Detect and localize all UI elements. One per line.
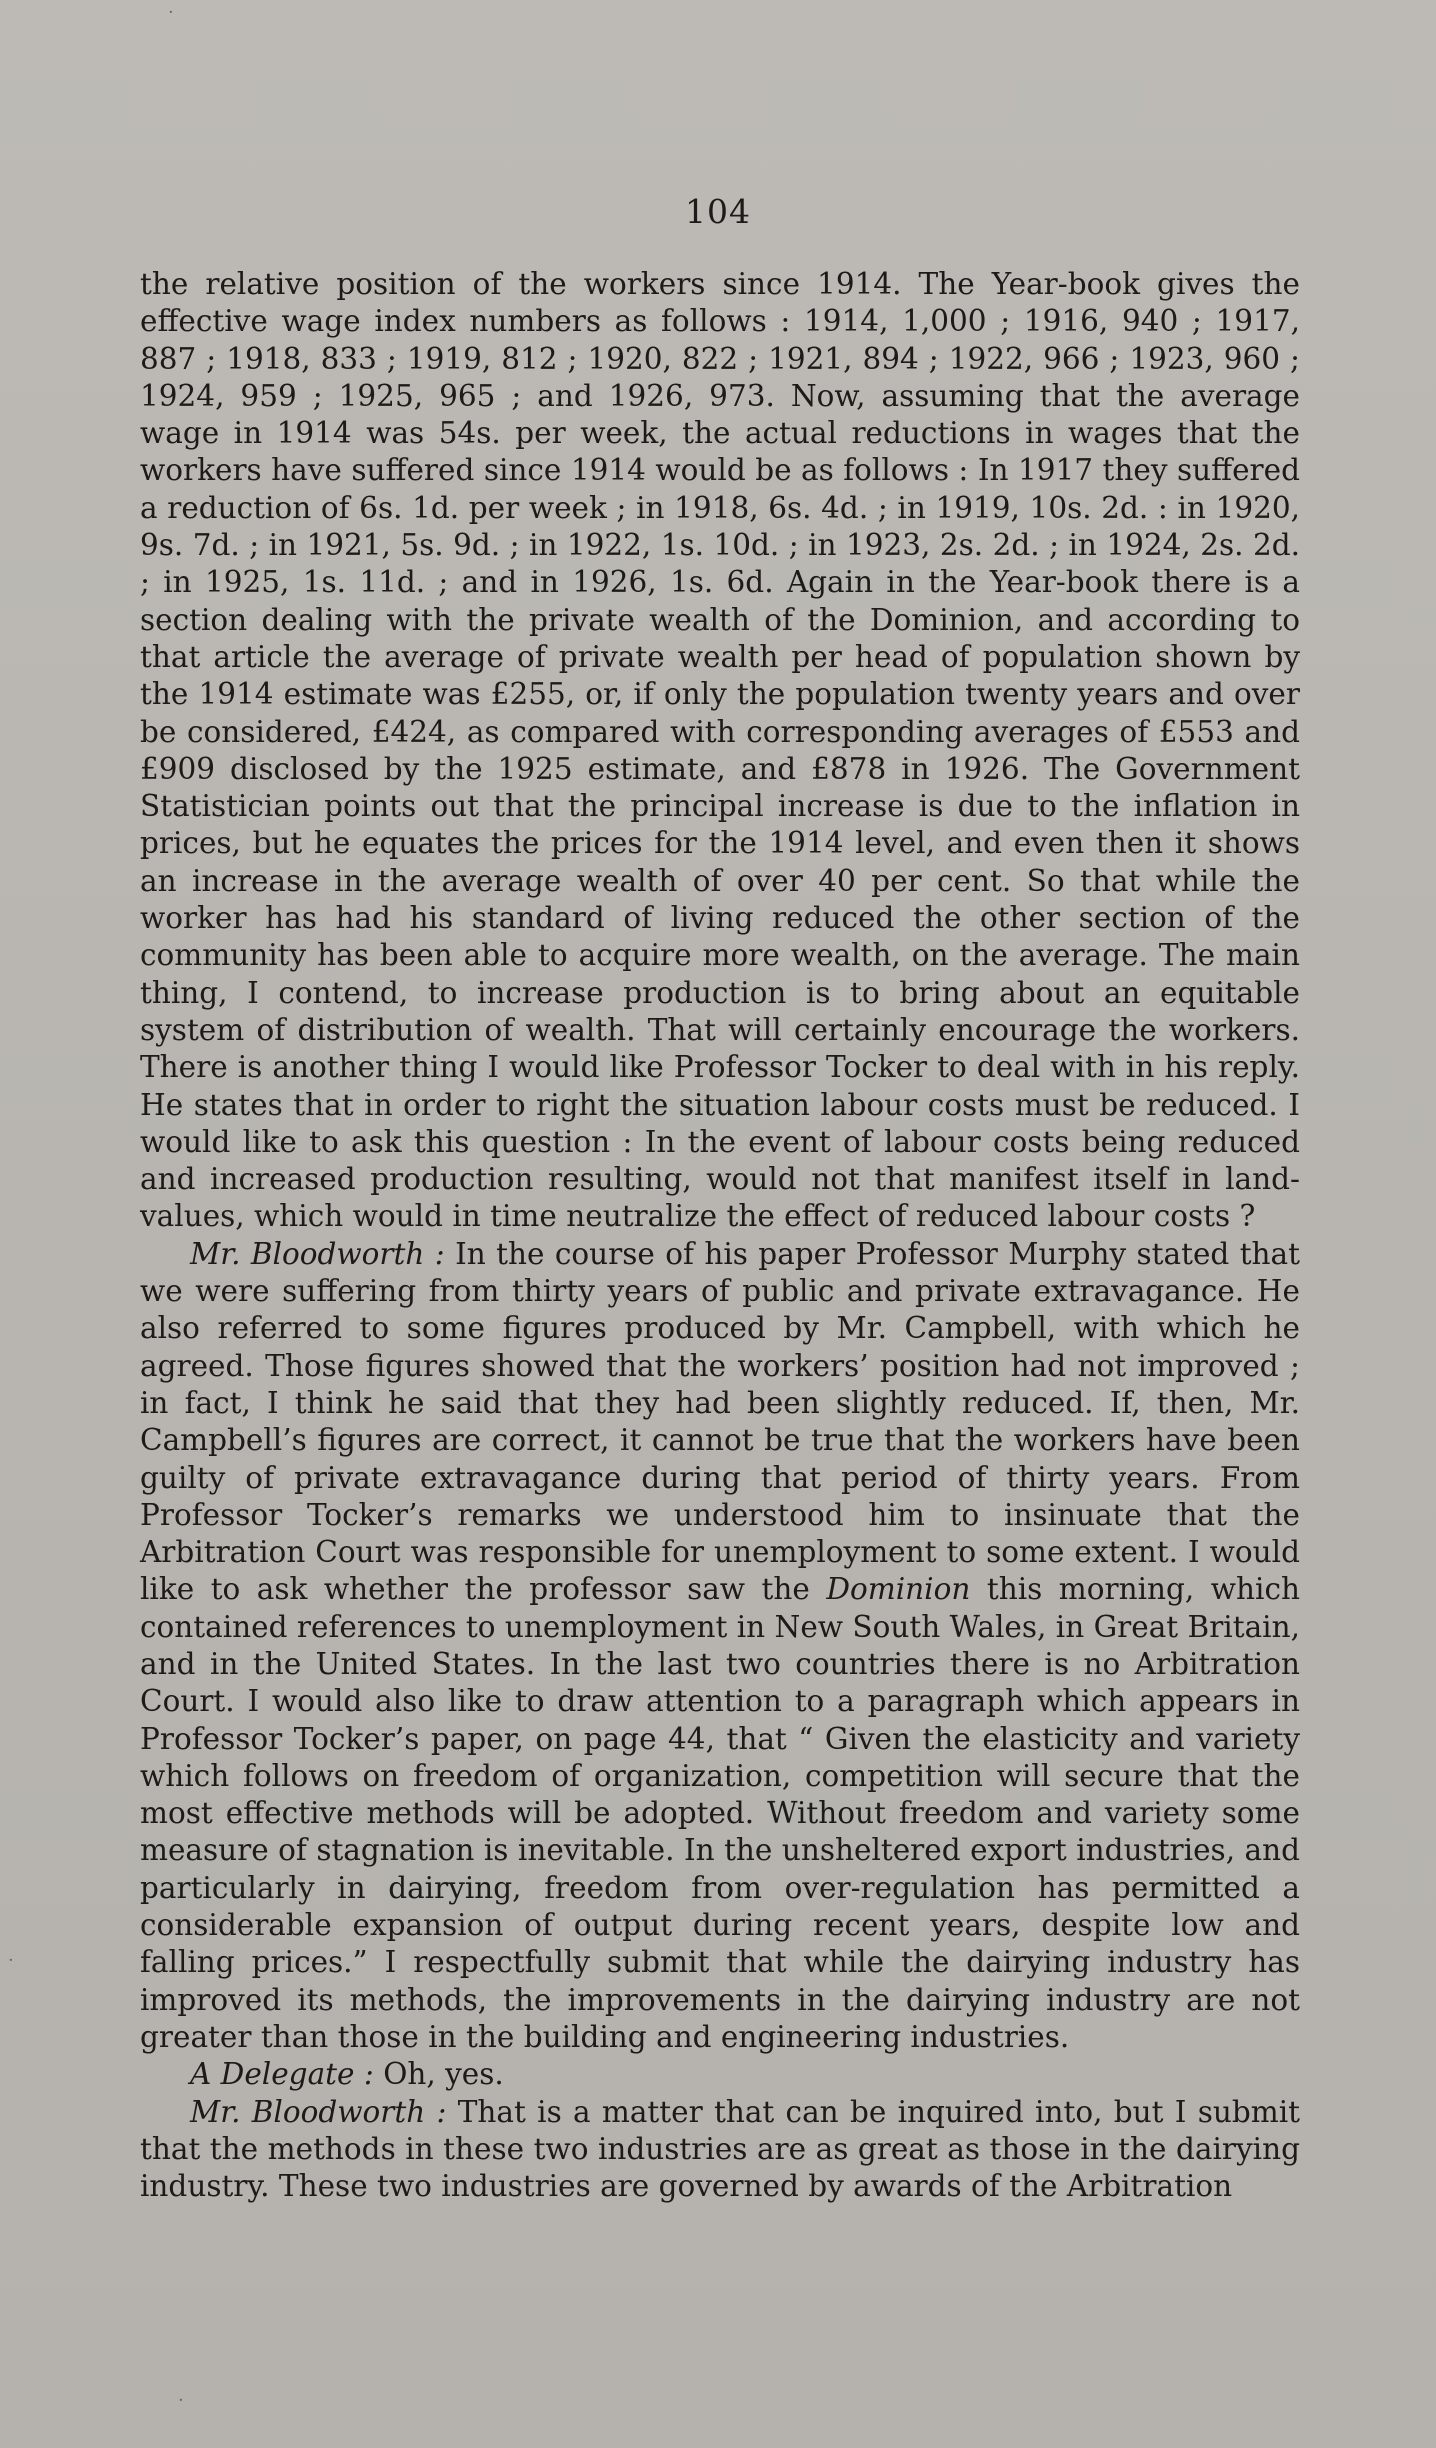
paragraph-3	[140, 2056, 1300, 2093]
paragraph-text: That is a matter that can be inquired into, but I submit that the methods in these two industries are as great as those in the dairying industry. These two industries are governed by awards of the Arbitration	[140, 2094, 1300, 2204]
italic-title: Dominion	[826, 1572, 971, 1607]
paragraph-text-continued: this morning, which contained references to unemployment in New South Wales, in Great Britain, and in the United States. In the last two countries there is no Arbitration Court. I would also like to draw attention to a paragraph which appears in Professor Tocker’s paper, on page 44, that “ Given the elasticity and variety which follows on freedom of organization, competition will secure that the most effective methods will be adopted. Without freedom and variety some measure of stagnation is inevitable. In the unsheltered export industries, and particularly in dairying, freedom from over-regulation has permitted a considerable expansion of output during recent years, despite low and falling prices.” I respectfully submit that while the dairying industry has improved its methods, the improvements in the dairying industry are not greater than those in the building and engineering industries.	[140, 1572, 1300, 2054]
paragraph-text: In the course of his paper Professor Murphy stated that we were suffering from thirty years of public and private extravagance. He also referred to some figures produced by Mr. Campbell, with which he agreed. Those figures showed that the workers’ position had not improved ; in fact, I think he said that they had been slightly reduced. If, then, Mr. Campbell’s figures are correct, it cannot be true that the workers have been guilty of private extravagance during that period of thirty years. From Professor Tocker’s remarks we understood him to insinuate that the Arbitration Court was responsible for unemployment to some extent. I would like to ask whether the professor saw the	[140, 1236, 1300, 1607]
body-text	[140, 266, 1300, 2205]
paragraph-1	[140, 266, 1300, 1236]
speaker-label: Mr. Bloodworth :	[190, 2094, 447, 2129]
paragraph-text: the relative position of the workers since 1914. The Year-book gives the effective wage index numbers as follows : 1914, 1,000 ; 1916, 940 ; 1917, 887 ; 1918, 833 ; 1919, 812 ; 1920, 822 ; 1921, 894 ; 1922, 966 ; 1923, 960 ; 1924, 959 ; 1925, 965 ; and 1926, 973. Now, assuming that the average wage in 1914 was 54s. per week, the actual reductions in wages that the workers have suffered since 1914 would be as follows : In 1917 they suffered a reduction of 6s. 1d. per week ; in 1918, 6s. 4d. ; in 1919, 10s. 2d. : in 1920, 9s. 7d. ; in 1921, 5s. 9d. ; in 1922, 1s. 10d. ; in 1923, 2s. 2d. ; in 1924, 2s. 2d. ; in 1925, 1s. 11d. ; and in 1926, 1s. 6d. Again in the Year-book there is a section dealing with the private wealth of the Dominion, and according to that article the average of private wealth per head of population shown by the 1914 estimate was £255, or, if only the population twenty years and over be considered, £424, as compared with corresponding averages of £553 and £909 disclosed by the 1925 estimate, and £878 in 1926. The Government Statistician points out that the principal increase is due to the inflation in prices, but he equates the prices for the 1914 level, and even then it shows an increase in the average wealth of over 40 per cent. So that while the worker has had his standard of living reduced the other section of the community has been able to acquire more wealth, on the average. The main thing, I contend, to increase production is to bring about an equitable system of distribution of wealth. That will certainly encourage the workers. There is another thing I would like Professor Tocker to deal with in his reply. He states that in order to right the situation labour costs must be reduced. I would like to ask this question : In the event of labour costs being reduced and increased production resulting, would not that manifest itself in land-values, which would in time neutralize the effect of reduced labour costs ?	[140, 267, 1300, 1234]
paragraph-4	[140, 2094, 1300, 2206]
speaker-label: A Delegate :	[190, 2057, 374, 2092]
page-number: 104	[685, 192, 751, 231]
paragraph-text: Oh, yes.	[383, 2057, 504, 2092]
scan-speck-icon: ·	[178, 2390, 184, 2411]
scan-speck-icon: ·	[8, 1950, 14, 1971]
scan-speck-icon: ·	[168, 2, 174, 23]
speaker-label: Mr. Bloodworth :	[190, 1236, 445, 1271]
paragraph-2	[140, 1236, 1300, 2057]
